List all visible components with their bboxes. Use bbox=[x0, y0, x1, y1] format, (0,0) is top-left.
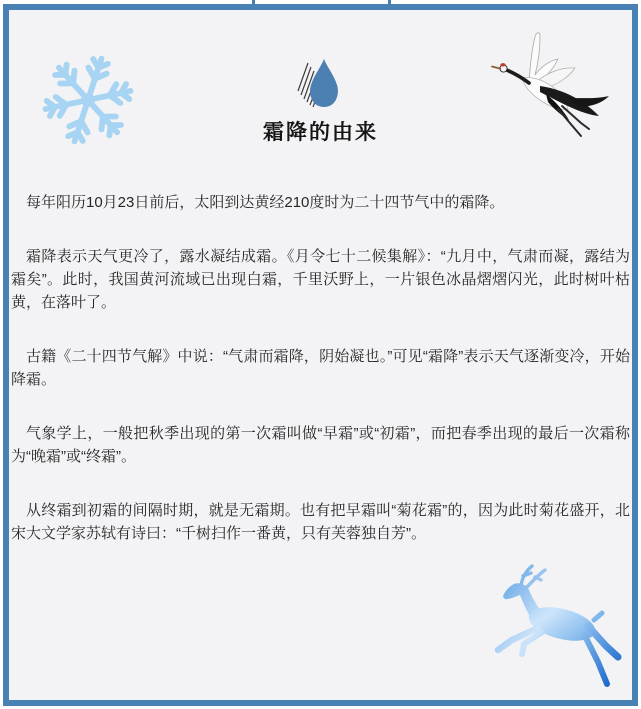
article-paragraph: 每年阳历10月23日前后，太阳到达黄经210度时为二十四节气中的霜降。 bbox=[26, 194, 505, 211]
drop-shape bbox=[310, 59, 338, 107]
deer-icon bbox=[488, 562, 624, 696]
article-body bbox=[11, 191, 630, 576]
article-paragraph: 霜降表示天气更冷了，露水凝结成霜。《月令七十二候集解》：“九月中，气肃而凝，露结为霜矣”。此时，我国黄河流域已出现白霜，千里沃野上，一片银色冰晶熠熠闪光，此时树叶枯黄，在落叶了。 bbox=[11, 248, 630, 311]
page-title: 霜降的由来 bbox=[263, 121, 378, 144]
article-paragraph: 古籍《二十四节气解》中说：“气肃而霜降，阴始凝也。”可见“霜降”表示天气逐渐变冷，开始降霜。 bbox=[11, 348, 630, 388]
crane-beak bbox=[492, 67, 500, 69]
crane-red-crown bbox=[500, 63, 505, 66]
crane-neck bbox=[504, 69, 529, 83]
deer-tail bbox=[594, 613, 602, 620]
table-border-tick bbox=[252, 0, 255, 5]
water-drop-icon bbox=[297, 57, 343, 111]
article-paragraph: 从终霜到初霜的间隔时期，就是无霜期。也有把早霜叫“菊花霜”的，因为此时菊花盛开，北宋大文学家苏轼有诗曰：“千树扫作一番黄，只有芙蓉独自芳”。 bbox=[11, 502, 630, 542]
article-paragraph: 气象学上，一般把秋季出现的第一次霜叫做“早霜”或“初霜”，而把春季出现的最后一次霜称为“晚霜”或“终霜”。 bbox=[11, 425, 630, 465]
deer-silhouette bbox=[498, 566, 618, 684]
table-border-tick bbox=[388, 0, 391, 5]
